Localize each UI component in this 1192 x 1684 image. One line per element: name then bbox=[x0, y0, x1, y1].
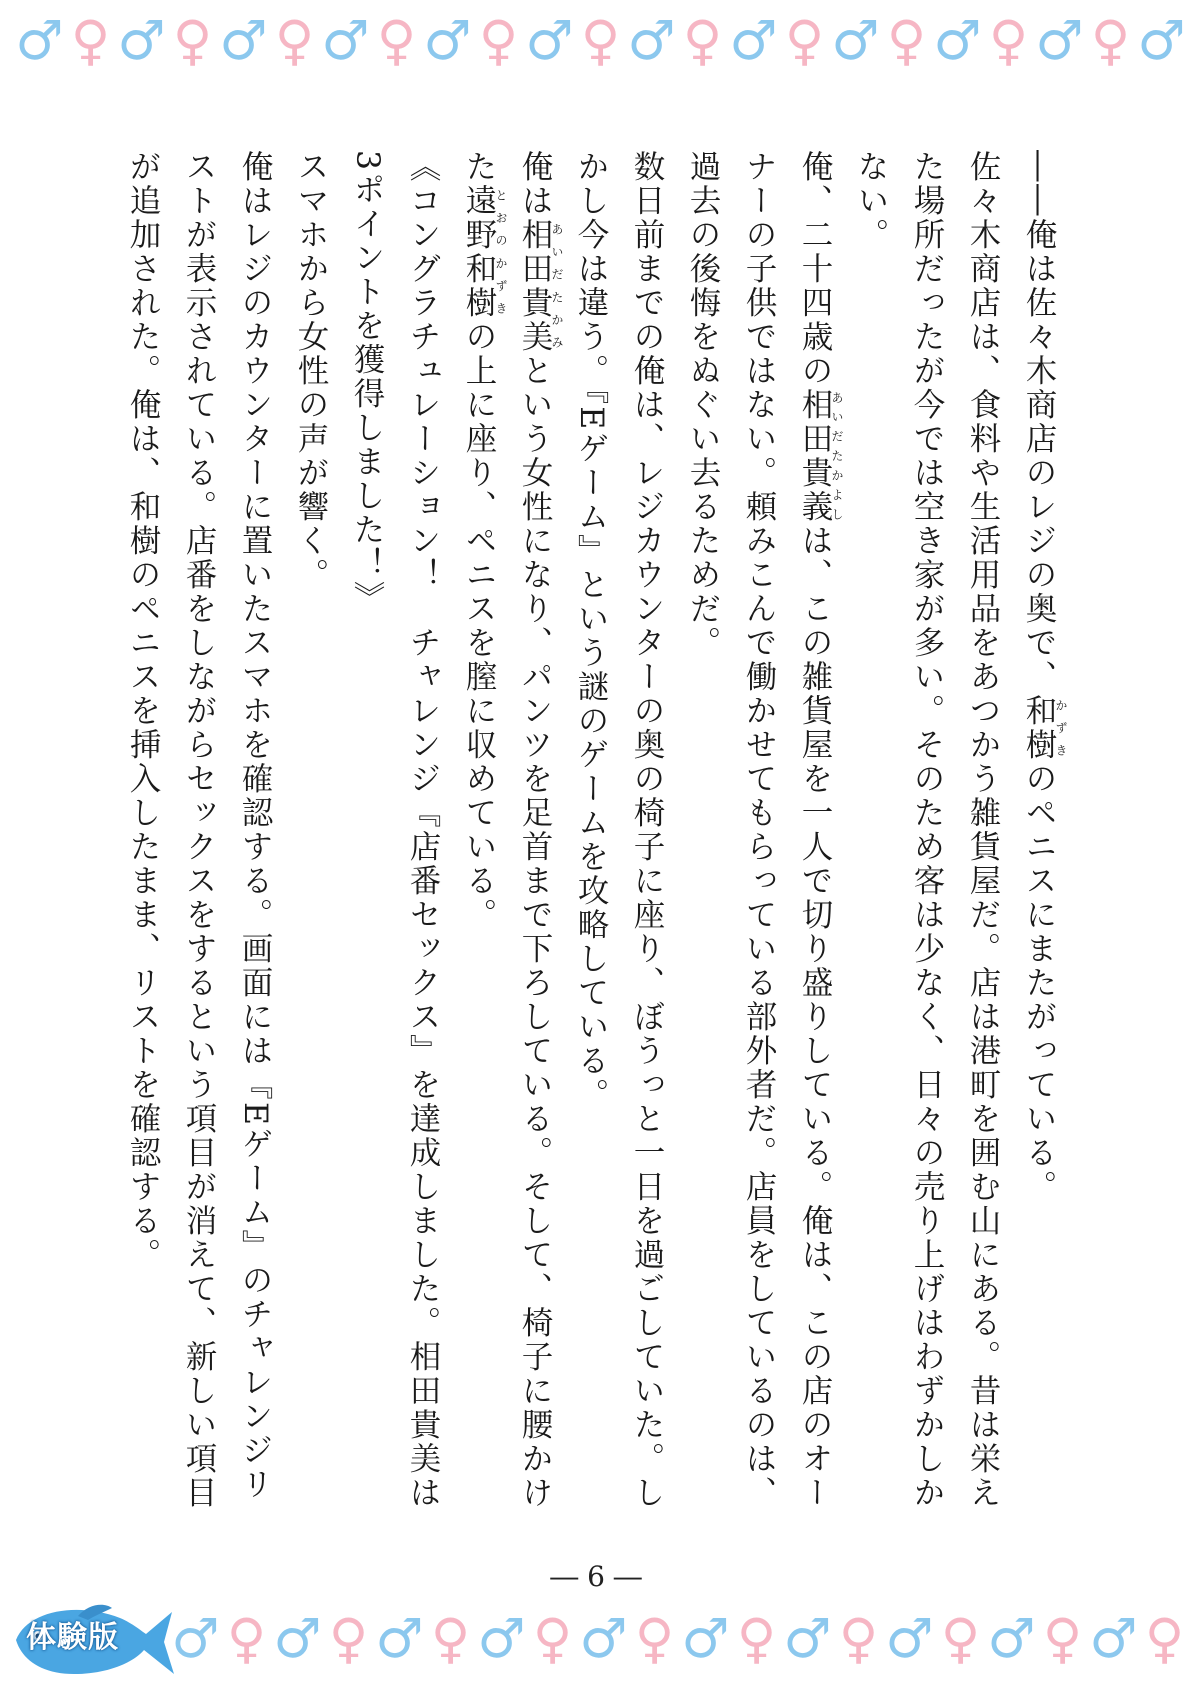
male-symbol-icon: ♂ bbox=[579, 1607, 628, 1670]
male-symbol-icon: ♂ bbox=[321, 9, 370, 72]
male-symbol-icon: ♂ bbox=[1137, 9, 1186, 72]
male-symbol-icon: ♂ bbox=[375, 1607, 424, 1670]
male-symbol-icon: ♂ bbox=[1035, 9, 1084, 72]
female-symbol-icon: ♀ bbox=[580, 9, 621, 72]
page-number: ― 6 ― bbox=[550, 1560, 642, 1593]
male-symbol-icon: ♂ bbox=[525, 9, 574, 72]
male-symbol-icon: ♂ bbox=[1089, 1607, 1138, 1670]
female-symbol-icon: ♀ bbox=[226, 1607, 267, 1670]
male-symbol-icon: ♂ bbox=[15, 9, 64, 72]
female-symbol-icon: ♀ bbox=[736, 1607, 777, 1670]
male-symbol-icon: ♂ bbox=[219, 9, 268, 72]
male-symbol-icon: ♂ bbox=[681, 1607, 730, 1670]
female-symbol-icon: ♀ bbox=[532, 1607, 573, 1670]
male-symbol-icon: ♂ bbox=[117, 9, 166, 72]
ruby-takayoshi: 相田貴義あいだたかよし bbox=[797, 388, 844, 524]
paragraph: 《コングラチュレーション！ チャレンジ『店番セックス』を達成しました。相田貴美は3ポイントを獲得しました！》 bbox=[349, 150, 441, 1510]
female-symbol-icon: ♀ bbox=[328, 1607, 369, 1670]
male-symbol-icon: ♂ bbox=[831, 9, 880, 72]
paragraph: 俺はレジのカウンターに置いたスマホを確認する。画面には『Eゲーム』のチャレンジリストが表示されている。店番をしながらセックスをするという項目が消えて、新しい項目が追加された。俺は、和樹のペニスを挿入したまま、リストを確認する。 bbox=[125, 150, 273, 1510]
female-symbol-icon: ♀ bbox=[1144, 1607, 1185, 1670]
female-symbol-icon: ♀ bbox=[838, 1607, 879, 1670]
male-symbol-icon: ♂ bbox=[729, 9, 778, 72]
female-symbol-icon: ♀ bbox=[988, 9, 1029, 72]
male-symbol-icon: ♂ bbox=[987, 1607, 1036, 1670]
female-symbol-icon: ♀ bbox=[886, 9, 927, 72]
ruby-takami: 相田貴美あいだたかみ bbox=[517, 218, 564, 354]
vertical-body-text bbox=[107, 150, 1067, 1530]
male-symbol-icon: ♂ bbox=[171, 1607, 220, 1670]
female-symbol-icon: ♀ bbox=[70, 9, 111, 72]
female-symbol-icon: ♀ bbox=[1042, 1607, 1083, 1670]
male-symbol-icon: ♂ bbox=[783, 1607, 832, 1670]
female-symbol-icon: ♀ bbox=[784, 9, 825, 72]
female-symbol-icon: ♀ bbox=[376, 9, 417, 72]
male-symbol-icon: ♂ bbox=[885, 1607, 934, 1670]
paragraph: 俺、二十四歳の相田貴義あいだたかよしは、この雑貨屋を一人で切り盛りしている。俺は、この店のオーナーの子供ではない。頼みこんで働かせてもらっている部外者だ。店員をしているのは、過去の後悔をぬぐい去るためだ。 bbox=[685, 150, 844, 1510]
female-symbol-icon: ♀ bbox=[634, 1607, 675, 1670]
paragraph: スマホから女性の声が響く。 bbox=[293, 150, 329, 592]
paragraph: 佐々木商店は、食料や生活用品をあつかう雑貨屋だ。店は港町を囲む山にある。昔は栄えた場所だったが今では空き家が多い。そのため客は少なく、日々の売り上げはわずかしかない。 bbox=[853, 150, 1001, 1510]
female-symbol-icon: ♀ bbox=[478, 9, 519, 72]
ruby-kazuki: 和樹かずき bbox=[1021, 694, 1068, 762]
male-symbol-icon: ♂ bbox=[477, 1607, 526, 1670]
female-symbol-icon: ♀ bbox=[172, 9, 213, 72]
male-symbol-icon: ♂ bbox=[627, 9, 676, 72]
female-symbol-icon: ♀ bbox=[274, 9, 315, 72]
trial-badge bbox=[8, 1588, 178, 1684]
paragraph: 俺は相田貴美あいだたかみという女性になり、パンツを足首まで下ろしている。そして、椅子に腰かけた遠野和樹とおのかずきの上に座り、ペニスを膣に収めている。 bbox=[461, 150, 564, 1510]
female-symbol-icon: ♀ bbox=[1090, 9, 1131, 72]
bottom-symbol-border bbox=[0, 1604, 1192, 1674]
female-symbol-icon: ♀ bbox=[682, 9, 723, 72]
paragraph: ――俺は佐々木商店のレジの奥で、和樹かずきのペニスにまたがっている。 bbox=[1021, 150, 1068, 1204]
top-symbol-border bbox=[0, 6, 1192, 76]
female-symbol-icon: ♀ bbox=[430, 1607, 471, 1670]
female-symbol-icon: ♀ bbox=[940, 1607, 981, 1670]
male-symbol-icon: ♂ bbox=[423, 9, 472, 72]
male-symbol-icon: ♂ bbox=[933, 9, 982, 72]
trial-badge-label: 体験版 bbox=[26, 1620, 119, 1655]
ruby-tono-kazuki: 遠野和樹とおのかずき bbox=[461, 184, 508, 320]
male-symbol-icon: ♂ bbox=[273, 1607, 322, 1670]
paragraph: 数日前までの俺は、レジカウンターの奥の椅子に座り、ぼうっと一日を過ごしていた。しかし今は違う。『Eゲーム』という謎のゲームを攻略している。 bbox=[573, 150, 665, 1510]
